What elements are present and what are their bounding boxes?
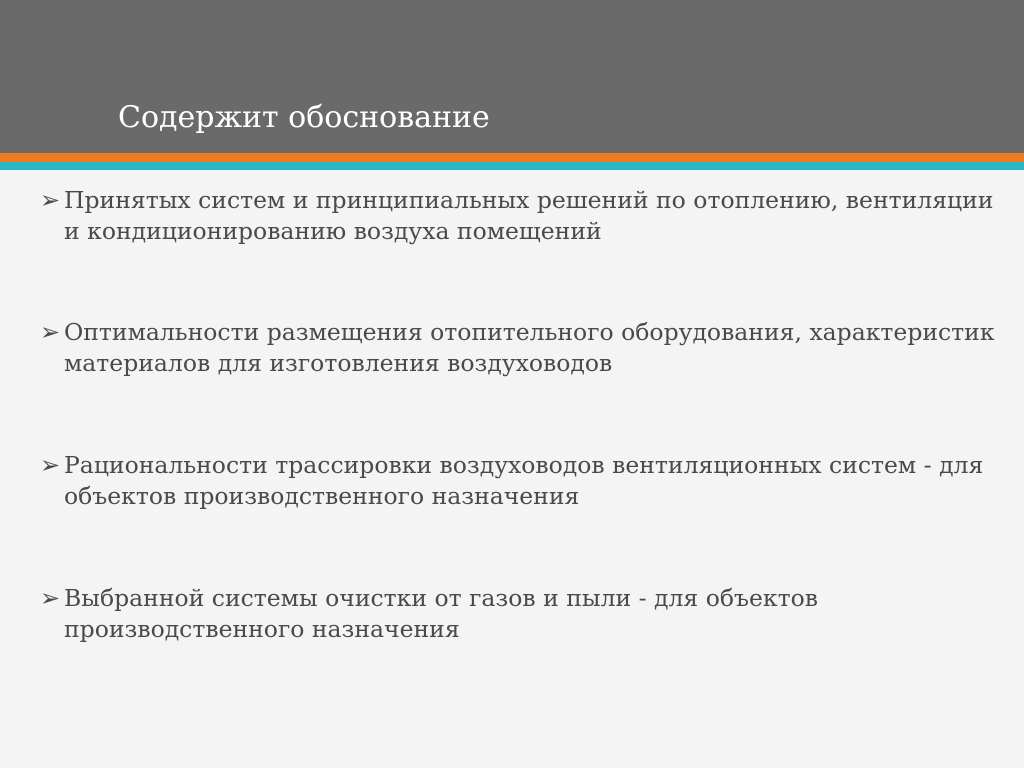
arrow-check-bullet-icon: ➢ <box>40 584 61 612</box>
slide-title: Содержит обоснование <box>118 100 490 135</box>
accent-stripe-orange <box>0 153 1024 162</box>
header-band <box>0 0 1024 153</box>
bullet-item <box>40 317 1000 379</box>
bullet-text: Выбранной системы очистки от газов и пыли - для объектов производственного назначения <box>64 584 818 643</box>
bullet-text: Оптимальности размещения отопительного оборудования, характеристик материалов для изготовления воздуховодов <box>64 318 995 377</box>
arrow-check-bullet-icon: ➢ <box>40 186 61 214</box>
accent-stripe-teal <box>0 162 1024 170</box>
bullet-item <box>40 185 1000 247</box>
bullet-item <box>40 583 1000 645</box>
arrow-check-bullet-icon: ➢ <box>40 318 61 346</box>
bullet-text: Принятых систем и принципиальных решений по отоплению, вентиляции и кондиционированию воздуха помещений <box>64 186 994 245</box>
bullet-item <box>40 450 1000 512</box>
bullet-text: Рациональности трассировки воздуховодов вентиляционных систем - для объектов производственного назначения <box>64 451 984 510</box>
arrow-check-bullet-icon: ➢ <box>40 451 61 479</box>
